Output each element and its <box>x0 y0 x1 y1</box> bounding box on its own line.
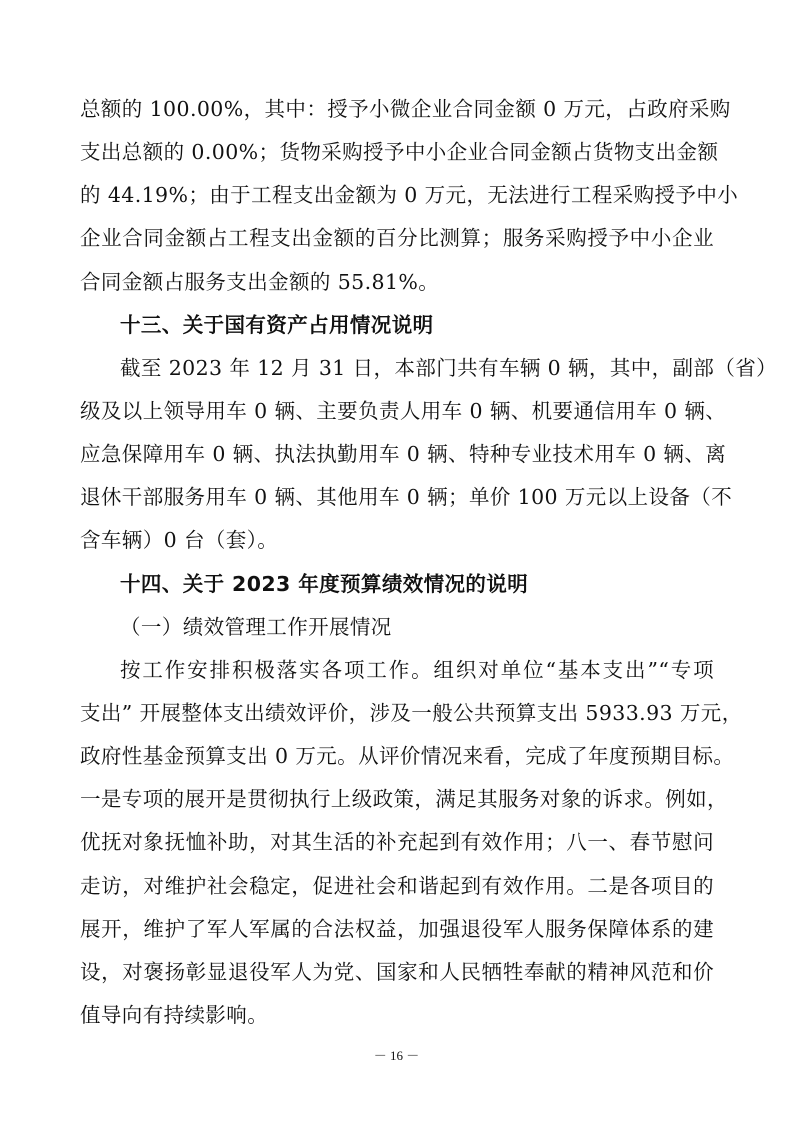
text-line: 的 44.19%；由于工程支出金额为 0 万元，无法进行工程采购授予中小 <box>80 183 739 207</box>
text-line: 退休干部服务用车 0 辆、其他用车 0 辆；单价 100 万元以上设备（不 <box>80 485 733 509</box>
text-line: 截至 2023 年 12 月 31 日，本部门共有车辆 0 辆，其中，副部（省） <box>120 356 778 380</box>
text-line: 按工作安排积极落实各项工作。组织对单位“基本支出”“专项 <box>120 658 714 682</box>
text-line: 设，对褒扬彰显退役军人为党、国家和人民牺牲奉献的精神风范和价 <box>80 960 714 984</box>
text-line: 值导向有持续影响。 <box>80 1003 269 1027</box>
text-line: 级及以上领导用车 0 辆、主要负责人用车 0 辆、机要通信用车 0 辆、 <box>80 399 727 423</box>
text-line: 支出” 开展整体支出绩效评价，涉及一般公共预算支出 5933.93 万元， <box>80 701 743 725</box>
section-14-heading: 十四、关于 2023 年度预算绩效情况的说明 <box>120 572 529 596</box>
text-line: 走访，对维护社会稳定，促进社会和谐起到有效作用。二是各项目的 <box>80 874 714 898</box>
text-line: 合同金额占服务支出金额的 55.81%。 <box>80 270 440 294</box>
text-line: 政府性基金预算支出 0 万元。从评价情况来看，完成了年度预期目标。 <box>80 744 735 768</box>
page-number: － 16 － <box>373 1048 420 1063</box>
text-line: 展开，维护了军人军属的合法权益，加强退役军人服务保障体系的建 <box>80 917 714 941</box>
text-line: 应急保障用车 0 辆、执法执勤用车 0 辆、特种专业技术用车 0 辆、离 <box>80 442 727 466</box>
text-line: 一是专项的展开是贯彻执行上级政策，满足其服务对象的诉求。例如， <box>80 787 728 811</box>
text-line: 支出总额的 0.00%；货物采购授予中小企业合同金额占货物支出金额 <box>80 140 719 164</box>
text-line: 总额的 100.00%，其中：授予小微企业合同金额 0 万元，占政府采购 <box>80 97 731 121</box>
section-13-heading: 十三、关于国有资产占用情况说明 <box>120 313 434 337</box>
text-line: 企业合同金额占工程支出金额的百分比测算；服务采购授予中小企业 <box>80 226 714 250</box>
section-14-subheading: （一）绩效管理工作开展情况 <box>120 615 392 639</box>
text-line: 优抚对象抚恤补助，对其生活的补充起到有效作用；八一、春节慰问 <box>80 830 714 854</box>
text-line: 含车辆）0 台（套）。 <box>80 528 279 552</box>
